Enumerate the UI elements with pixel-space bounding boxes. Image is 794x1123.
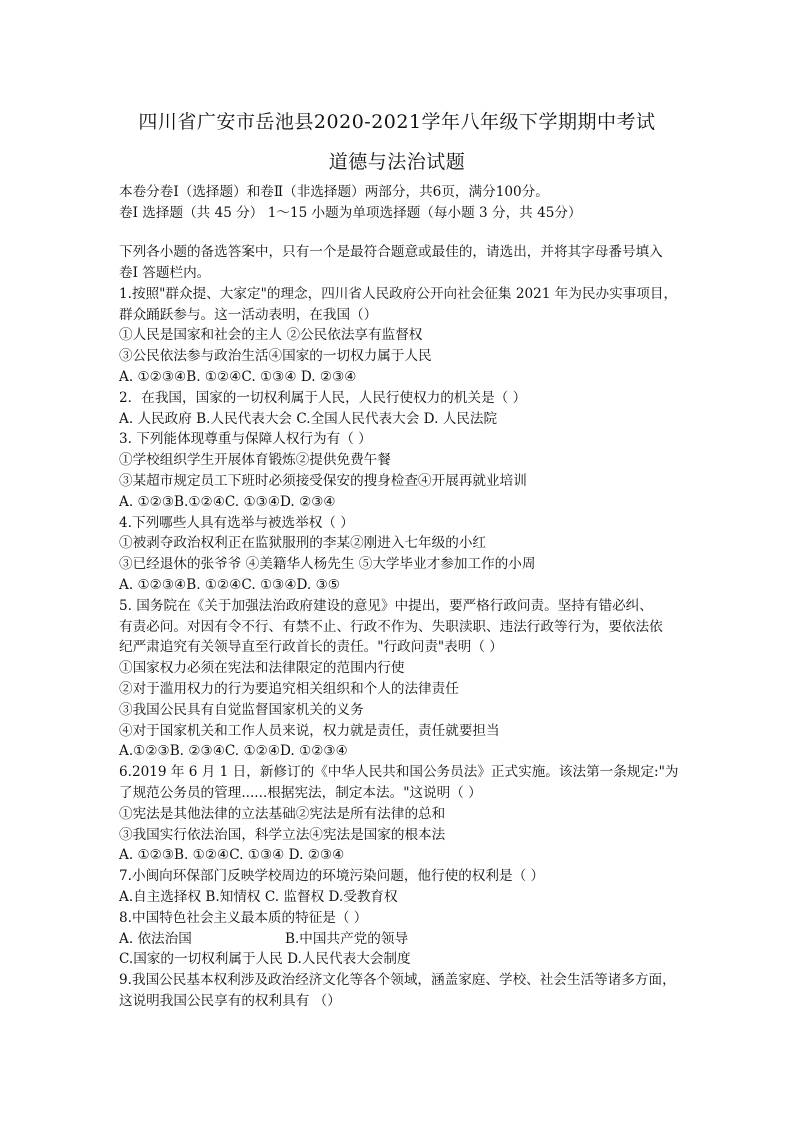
- question-line: 9.我国公民基本权利涉及政治经济文化等各个领域，涵盖家庭、学校、社会生活等诸多方面，: [119, 972, 676, 989]
- option-b: B.中国共产党的领导: [285, 930, 409, 947]
- question-line: 6.2019 年 6 月 1 日，新修订的《中华人民共和国公务员法》正式实施。该法第一条规定:"为: [119, 764, 679, 781]
- question-options: C.国家的一切权利属于人民 D.人民代表大会制度: [119, 951, 411, 968]
- question-line: ①宪法是其他法律的立法基础②宪法是所有法律的总和: [119, 805, 446, 822]
- exam-subtitle: 道德与法治试题: [328, 151, 466, 173]
- question-line: 这说明我国公民享有的权利具有 （）: [119, 992, 341, 1009]
- question-line: 纪严肃追究有关领导直至行政首长的责任。"行政问责"表明（ ）: [119, 639, 503, 656]
- question-line: ③我国公民具有自觉监督国家机关的义务: [119, 701, 364, 718]
- question-line: ①学校组织学生开展体育锻炼②提供免费午餐: [119, 452, 391, 469]
- question-line: ①被剥夺政治权利正在监狱服刑的李某②刚进入七年级的小红: [119, 535, 487, 552]
- question-options: A.①②③B. ②③④C. ①②④D. ①②③④: [119, 743, 348, 760]
- question-options: A. ①②③④B. ①②④C. ①③④D. ③⑤: [119, 577, 340, 594]
- exam-content: [119, 182, 689, 1012]
- question-options: A.自主选择权 B.知情权 C. 监督权 D.受教育权: [119, 888, 398, 905]
- question-7: [119, 866, 689, 908]
- exam-title: 四川省广安市岳池县2020-2021学年八年级下学期期中考试: [138, 111, 656, 133]
- question-2: [119, 388, 689, 430]
- question-line: 了规范公务员的管理......根据宪法，制定本法。"这说明（ ）: [119, 785, 482, 801]
- question-5: [119, 596, 689, 762]
- question-options: A. ①②③B.①②④C. ①③④D. ②③④: [119, 493, 336, 510]
- question-9: [119, 970, 689, 1012]
- question-options: A. ①②③B. ①②④C. ①③④ D. ②③④: [119, 847, 345, 864]
- question-line: 5. 国务院在《关于加强法治政府建设的意见》中提出，要严格行政问责。坚持有错必纠、: [119, 597, 653, 614]
- question-options-row: [119, 929, 689, 950]
- question-line: ②对于滥用权力的行为要追究相关组织和个人的法律责任: [119, 681, 459, 698]
- question-line: ③已经退休的张爷爷 ④美籍华人杨先生 ⑤大学毕业才参加工作的小周: [119, 556, 536, 573]
- spacer: [119, 224, 689, 243]
- question-4: [119, 513, 689, 596]
- question-line: 群众踊跃参与。这一活动表明，在我国（）: [119, 306, 378, 323]
- question-line: 8.中国特色社会主义最本质的特征是（ ）: [119, 909, 368, 926]
- question-8: [119, 908, 689, 970]
- instruction-line: 卷Ⅰ 答题栏内。: [119, 265, 211, 282]
- question-line: 4.下列哪些人具有选举与被选举权（ ）: [119, 514, 354, 531]
- question-3: [119, 429, 689, 512]
- intro-line: 本卷分卷Ⅰ（选择题）和卷Ⅱ（非选择题）两部分，共6页，满分100分。: [119, 184, 549, 200]
- question-line: ③公民依法参与政治生活④国家的一切权力属于人民: [119, 348, 432, 365]
- question-line: 2．在我国，国家的一切权利属于人民，人民行使权力的机关是（ ）: [119, 389, 527, 406]
- question-line: ①国家权力必须在宪法和法律限定的范围内行使: [119, 660, 405, 677]
- question-line: ①人民是国家和社会的主人 ②公民依法享有监督权: [119, 327, 423, 344]
- question-options: A. ①②③④B. ①②④C. ①③④ D. ②③④: [119, 369, 357, 386]
- question-6: [119, 762, 689, 866]
- question-line: ③我国实行依法治国，科学立法④宪法是国家的根本法: [119, 826, 446, 843]
- question-line: 3. 下列能体现尊重与保障人权行为有（ ）: [119, 431, 372, 448]
- question-1: [119, 284, 689, 388]
- question-line: 有责必问。对因有令不行、有禁不止、行政不作为、失职渎职、违法行政等行为，要依法依: [119, 618, 663, 635]
- question-line: 1.按照"群众提、大家定"的理念，四川省人民政府公开向社会征集 2021 年为民办实事项目，: [119, 285, 678, 302]
- question-options: A. 人民政府 B.人民代表大会 C.全国人民代表大会 D. 人民法院: [119, 410, 498, 427]
- question-line: ③某超市规定员工下班时必须接受保安的搜身检查④开展再就业培训: [119, 473, 527, 490]
- question-line: 7.小闽向环保部门反映学校周边的环境污染问题，他行使的权利是（ ）: [119, 868, 545, 885]
- question-line: ④对于国家机关和工作人员来说，权力就是责任，责任就要担当: [119, 722, 500, 739]
- instruction-line: 下列各小题的备选答案中，只有一个是最符合题意或最佳的，请选出，并将其字母番号填入: [119, 244, 663, 261]
- option-a: A. 依法治国: [119, 930, 192, 947]
- intro-line: 卷Ⅰ 选择题（共 45 分） 1～15 小题为单项选择题（每小题 3 分，共 45分）: [119, 204, 582, 221]
